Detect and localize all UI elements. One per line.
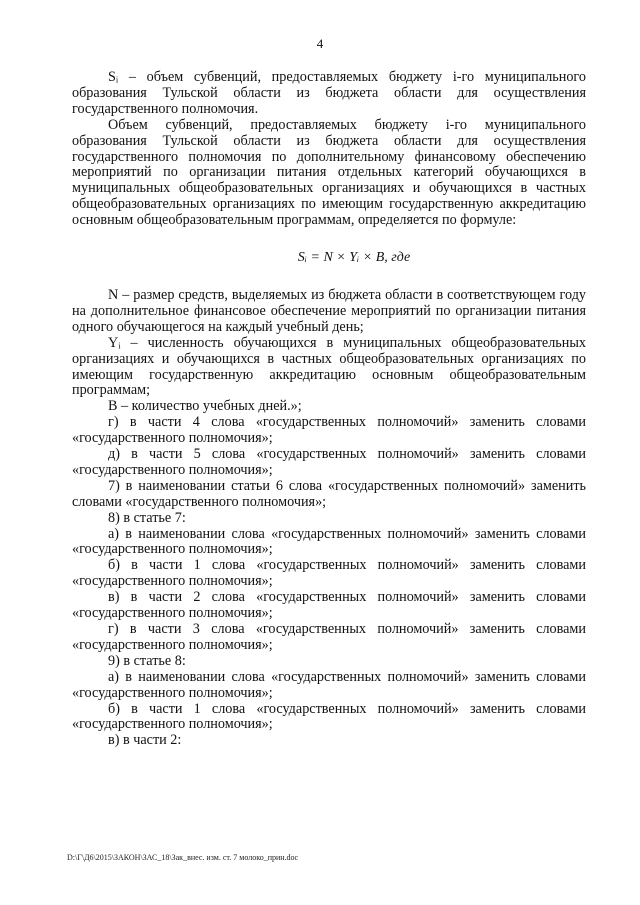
text-line: B – количество учебных дней.»; bbox=[108, 398, 302, 415]
text-line: государственного полномочия по дополнительному финансовому обеспечению bbox=[72, 148, 586, 165]
text-line: б) в части 1 слова «государственных полномочий» заменить словами bbox=[108, 557, 586, 574]
paragraph bbox=[72, 118, 586, 229]
text-line: в) в части 2 слова «государственных полномочий» заменить словами bbox=[108, 589, 586, 606]
text-line: «государственного полномочия»; bbox=[72, 573, 273, 590]
amendment-item bbox=[72, 558, 586, 590]
amendment-item bbox=[72, 527, 586, 559]
text-line: аккредитацию основным общеобразовательным программам, определяется по bbox=[72, 196, 586, 229]
text-line: г) в части 4 слова «государственных полномочий» заменить словами bbox=[108, 414, 586, 431]
page-number: 4 bbox=[316, 36, 324, 51]
definition-paragraph bbox=[72, 399, 586, 415]
text-line: «государственного полномочия»; bbox=[72, 716, 273, 733]
amendment-item bbox=[72, 415, 586, 447]
text-line: «государственного полномочия»; bbox=[72, 461, 273, 478]
text-line: мероприятий по организации питания отдельных категорий обучающихся в bbox=[72, 164, 586, 181]
text-line: «государственного полномочия»; bbox=[72, 636, 273, 653]
formula: Sᵢ = N × Yᵢ × B, где bbox=[297, 250, 411, 266]
amendments-section bbox=[72, 415, 586, 749]
text-line: Yᵢ – численность обучающихся в муниципальных общеобразовательных bbox=[108, 334, 586, 351]
paragraph bbox=[72, 70, 586, 118]
text-line: 7) в наименовании статьи 6 слова «государственных полномочий» bbox=[108, 477, 526, 494]
amendment-item bbox=[72, 590, 586, 622]
text-line: государственного полномочия. bbox=[72, 100, 259, 117]
text-line: общеобразовательных организациях по имеющим государственную bbox=[72, 196, 494, 213]
text-line: 9) в статье 8: bbox=[108, 652, 186, 669]
amendment-item bbox=[72, 479, 586, 511]
text-line: образования Тульской области из бюджета области для осуществления bbox=[72, 84, 586, 101]
text-line: заменить словами «государственного полномочия»; bbox=[72, 477, 587, 510]
document-body bbox=[72, 70, 586, 749]
text-line: 8) в статье 7: bbox=[108, 509, 186, 526]
text-line: питания одного обучающегося на каждый учебный день; bbox=[72, 302, 587, 335]
text-line: организациях и обучающихся в частных общеобразовательных организациях по bbox=[72, 350, 586, 367]
text-line: словами «государственного полномочия»; bbox=[72, 668, 586, 701]
amendment-item bbox=[72, 670, 586, 702]
text-line: году на дополнительное финансовое обеспечение мероприятий по организации bbox=[72, 286, 587, 319]
text-line: д) в части 5 слова «государственных полномочий» заменить словами bbox=[108, 446, 586, 463]
text-line: в) в части 2: bbox=[108, 732, 182, 749]
file-path-footer: D:\Г\Д6\2015\ЗАКОН\ЗАС_18\Зак_внес. изм. ст. 7 молоко_прин.doc bbox=[67, 853, 299, 862]
text-line: «государственного полномочия»; bbox=[72, 605, 273, 622]
text-line: г) в части 3 слова «государственных полномочий» заменить словами bbox=[108, 621, 586, 637]
definition-paragraph bbox=[72, 336, 586, 400]
amendment-item bbox=[72, 622, 586, 654]
text-line: муниципальных общеобразовательных организациях и обучающихся в частных bbox=[72, 180, 586, 197]
text-line: «государственного полномочия»; bbox=[72, 430, 273, 447]
text-line: имеющим государственную аккредитацию основным общеобразовательным bbox=[72, 366, 586, 383]
intro-section bbox=[72, 70, 586, 229]
text-line: словами «государственного полномочия»; bbox=[72, 525, 586, 558]
text-line: б) в части 1 слова «государственных полномочий» заменить словами bbox=[108, 700, 586, 717]
text-line: Объем субвенций, предоставляемых бюджету i-го муниципального bbox=[108, 116, 586, 133]
text-line: формуле: bbox=[460, 212, 517, 229]
text-line: а) в наименовании слова «государственных полномочий» заменить bbox=[108, 525, 530, 542]
text-line: N – размер средств, выделяемых из бюджета области в соответствующем bbox=[108, 286, 556, 303]
text-line: Sᵢ – объем субвенций, предоставляемых бюджету i-го муниципального bbox=[108, 69, 586, 85]
amendment-item bbox=[72, 654, 586, 670]
amendment-item bbox=[72, 447, 586, 479]
amendment-item bbox=[72, 733, 586, 749]
text-line: а) в наименовании слова «государственных полномочий» заменить bbox=[108, 668, 530, 685]
text-line: программам; bbox=[72, 382, 151, 399]
definition-paragraph bbox=[72, 288, 586, 336]
amendment-item bbox=[72, 702, 586, 734]
definitions-section bbox=[72, 288, 586, 415]
amendment-item bbox=[72, 511, 586, 527]
text-line: образования Тульской области из бюджета области для осуществления bbox=[72, 132, 586, 149]
